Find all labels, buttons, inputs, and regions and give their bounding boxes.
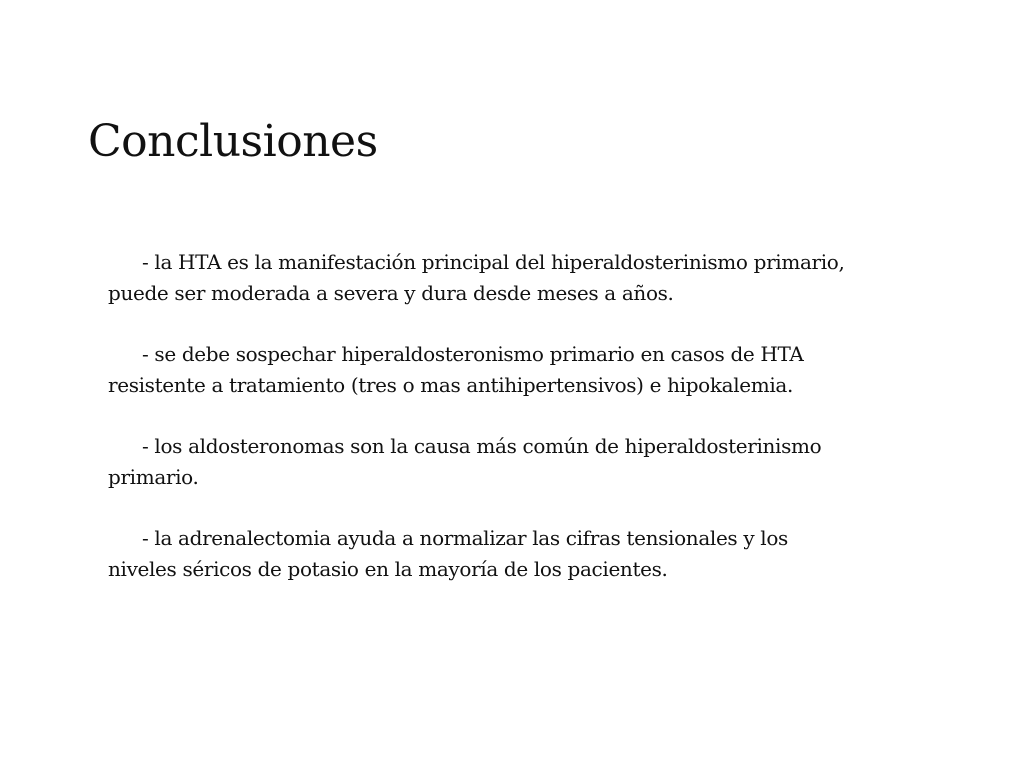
conclusion-2-line-2: resistente a tratamiento (tres o mas antihipertensivos) e hipokalemia. <box>108 373 793 397</box>
conclusion-1-line-1: - la HTA es la manifestación principal del hiperaldosterinismo primario, <box>142 250 845 274</box>
conclusion-paragraph-3 <box>108 431 968 493</box>
conclusion-paragraph-1 <box>108 247 968 309</box>
slide-body <box>108 247 968 615</box>
conclusion-4-line-2: niveles séricos de potasio en la mayoría de los pacientes. <box>108 557 668 581</box>
conclusion-paragraph-4 <box>108 523 968 585</box>
conclusion-3-line-2: primario. <box>108 465 199 489</box>
conclusion-4-line-1: - la adrenalectomia ayuda a normalizar las cifras tensionales y los <box>142 526 788 550</box>
conclusion-paragraph-2 <box>108 339 968 401</box>
slide-title: Conclusiones <box>88 116 378 167</box>
conclusion-3-line-1: - los aldosteronomas son la causa más común de hiperaldosterinismo <box>142 434 822 458</box>
conclusion-1-line-2: puede ser moderada a severa y dura desde meses a años. <box>108 281 674 305</box>
conclusion-2-line-1: - se debe sospechar hiperaldosteronismo primario en casos de HTA <box>142 342 804 366</box>
